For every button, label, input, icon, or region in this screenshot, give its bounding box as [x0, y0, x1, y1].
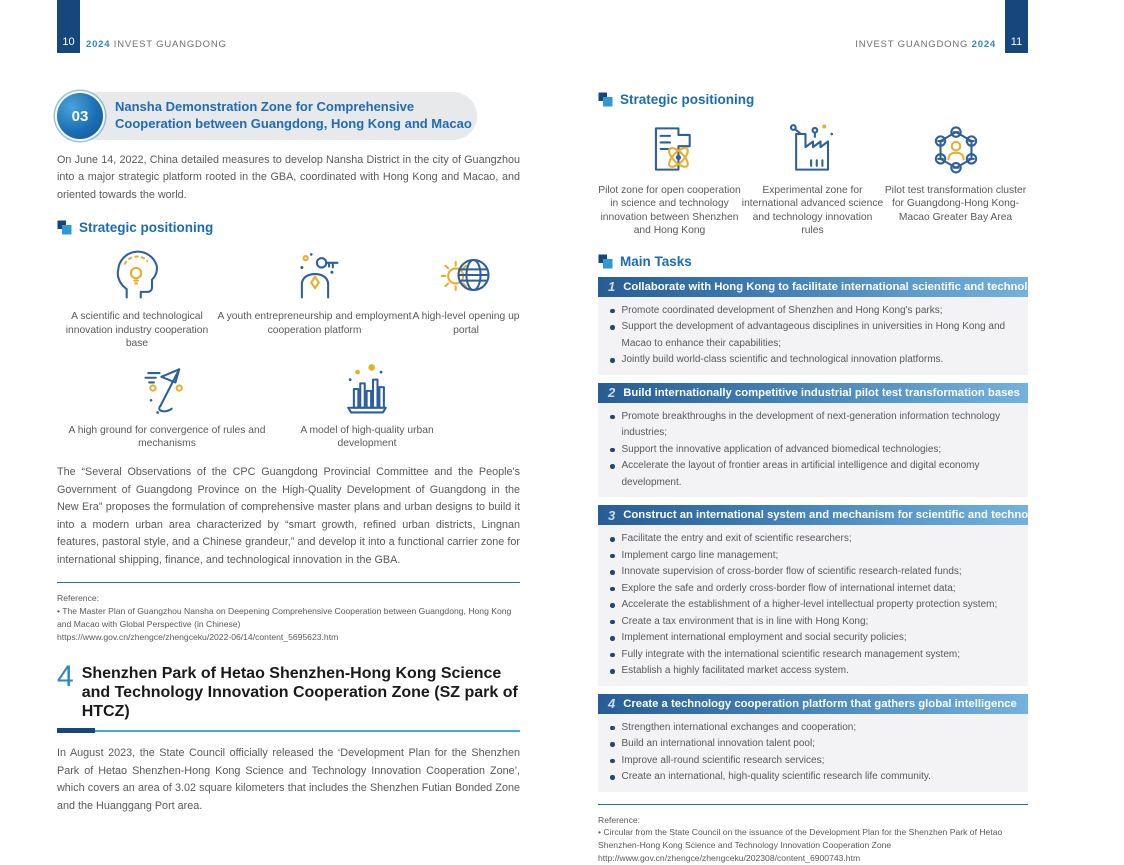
positioning-item	[57, 359, 277, 451]
bullet-text: Promote breakthroughs in the development of next-generation information technology industries;	[622, 409, 1017, 442]
bullet-text: Implement cargo line management;	[622, 548, 779, 565]
bullet-text: Fully integrate with the international scientific research management system;	[622, 647, 961, 664]
bullet-text: Promote coordinated development of Shenzhen and Hong Kong's parks;	[622, 303, 943, 320]
task-header-1	[598, 277, 1028, 297]
task-bullet	[608, 663, 1016, 680]
bullet-text: Innovate supervision of cross-border flow of scientific research-related funds;	[622, 564, 962, 581]
section3-intro: On June 14, 2022, China detailed measures to develop Nansha District in the city of Guangzhou into a major strategic platform rooted in the GBA, coordinated with Hong Kong and Macao, and oriented towards the world.	[57, 152, 520, 204]
strategic-positioning-heading	[598, 92, 1028, 107]
brand-year: 2024	[86, 39, 110, 50]
task-header-4	[598, 694, 1028, 714]
bullet-text: Establish a highly facilitated market access system.	[622, 663, 849, 680]
left-page	[57, 0, 520, 815]
task-bullet	[608, 531, 1016, 548]
positioning-item	[884, 119, 1027, 238]
task-panel-3	[598, 525, 1028, 686]
task-bullet	[608, 548, 1016, 565]
bullet-dot	[610, 554, 615, 559]
positioning-item	[741, 119, 884, 238]
positioning-item	[412, 245, 520, 350]
bullet-text: Create an international, high-quality scientific research life community.	[622, 769, 931, 786]
task-bullet	[608, 769, 1016, 786]
task-bullet	[608, 736, 1016, 753]
bullet-dot	[610, 537, 615, 542]
strategic-positioning-label: Strategic positioning	[620, 92, 754, 107]
positioning-caption: A scientific and technological innovation industry cooperation base	[57, 310, 217, 350]
main-tasks-heading	[598, 254, 1028, 269]
positioning-caption: Pilot zone for open cooperation in science and technology innovation between Shenzhen and Hong Kong	[598, 184, 741, 238]
task-bullet	[608, 442, 1016, 459]
task-bullet	[608, 597, 1016, 614]
reference-item: • The Master Plan of Guangzhou Nansha on Deepening Comprehensive Cooperation between Guangdong, Hong Kong and Macao with Global Perspective (in Chinese)	[57, 605, 520, 631]
bullet-text: Support the innovative application of advanced biomedical technologies;	[622, 442, 942, 459]
brand-year: 2024	[972, 39, 996, 50]
reference-url[interactable]: https://www.gov.cn/zhengce/zhengceku/2022-06/14/content_5695623.htm	[57, 631, 520, 644]
brand-name: INVEST GUANGDONG	[114, 39, 227, 50]
section3-title: Nansha Demonstration Zone for Comprehensive Cooperation between Guangdong, Hong Kong and Macao	[115, 99, 477, 132]
task-bullet	[608, 564, 1016, 581]
reference-block	[598, 814, 1028, 865]
task-title: Build internationally competitive industrial pilot test transformation bases	[623, 387, 1020, 399]
bullet-text: Implement international employment and social security policies;	[622, 630, 907, 647]
person-key-icon	[285, 245, 345, 305]
bullet-dot	[610, 587, 615, 592]
task-number: 2	[608, 385, 615, 400]
section3-number: 03	[72, 108, 89, 125]
bullet-dot	[610, 653, 615, 658]
task-number: 3	[608, 508, 615, 523]
squares-icon	[598, 254, 613, 269]
positioning-caption: A youth entrepreneurship and employment cooperation platform	[217, 310, 412, 337]
bullet-dot	[610, 620, 615, 625]
bullet-text: Accelerate the layout of frontier areas in artificial intelligence and digital economy development.	[622, 458, 1017, 491]
positioning-caption: Experimental zone for international advanced science and technology innovation rules	[741, 184, 884, 238]
positioning-item	[57, 245, 217, 350]
network-person-icon	[926, 119, 986, 179]
bullet-dot	[610, 636, 615, 641]
section4-number: 4	[57, 662, 74, 722]
section3-number-badge	[57, 93, 103, 139]
task-title: Create a technology cooperation platform that gathers global intelligence	[623, 698, 1017, 710]
bullet-text: Explore the safe and orderly cross-border flow of international internet data;	[622, 581, 956, 598]
task-bullet	[608, 319, 1016, 352]
bullet-text: Support the development of advantageous disciplines in universities in Hong Kong and Macao to enhance their capabilities;	[622, 319, 1017, 352]
task-bullet	[608, 458, 1016, 491]
bullet-dot	[610, 759, 615, 764]
reference-item: • Circular from the State Council on the issuance of the Development Plan for the Shenzhen Park of Hetao Shenzhen-Hong Kong Science and Technology Innovation Cooperation Zone	[598, 826, 1028, 852]
task-bullet	[608, 630, 1016, 647]
reference-label: Reference:	[598, 814, 1028, 827]
bullet-dot	[610, 464, 615, 469]
task-title: Construct an international system and mechanism for scientific and technological innovation	[623, 509, 1124, 521]
task-bullet	[608, 614, 1016, 631]
bullet-dot	[610, 603, 615, 608]
reference-block	[57, 592, 520, 644]
positioning-caption: A model of high-quality urban development	[277, 424, 457, 451]
head-lightbulb-icon	[107, 245, 167, 305]
bullet-dot	[610, 309, 615, 314]
positioning-item	[598, 119, 741, 238]
reference-url[interactable]: http://www.gov.cn/zhengce/zhengceku/202308/content_6900743.htm	[598, 852, 1028, 865]
bullet-dot	[610, 415, 615, 420]
document-atom-icon	[640, 119, 700, 179]
bullet-text: Create a tax environment that is in line with Hong Kong;	[622, 614, 869, 631]
positioning-item	[277, 359, 457, 451]
section3-body: The “Several Observations of the CPC Guangdong Provincial Committee and the People's Government of Guangdong Province on the High-Quality Development of Guangdong in the New Era” proposes the formulation of comprehensive master plans and urban designs to build it into a modern urban area characterized by “smart growth, refined urban districts, Lingnan features, pastoral style, and a Chinese grandeur,” and develop it into a functional carrier zone for international shipping, finance, and technological innovation in the GBA.	[57, 464, 520, 569]
bullet-text: Accelerate the establishment of a higher-level intellectual property protection system;	[622, 597, 998, 614]
rule-dark-segment	[57, 728, 95, 733]
task-header-3	[598, 505, 1028, 525]
squares-icon	[57, 220, 72, 235]
section4-rule	[57, 728, 520, 733]
task-bullet	[608, 581, 1016, 598]
task-panel-1	[598, 297, 1028, 375]
main-tasks-label: Main Tasks	[620, 254, 692, 269]
bullet-text: Build an international innovation talent pool;	[622, 736, 815, 753]
task-bullet	[608, 753, 1016, 770]
flag-icon	[137, 359, 197, 419]
bullet-text: Improve all-round scientific research services;	[622, 753, 825, 770]
task-panel-4	[598, 714, 1028, 792]
section4-body: In August 2023, the State Council officially released the ‘Development Plan for the Shenzhen Park of Hetao Shenzhen-Hong Kong Science and Technology Innovation Cooperation Zone’, which covers an area of 3.02 square kilometers that includes the Shenzhen Futian Bonded Zone and the Huanggang Port area.	[57, 745, 520, 815]
task-title: Collaborate with Hong Kong to facilitate international scientific and technological innovation	[623, 281, 1120, 293]
rule-light-segment	[95, 730, 520, 732]
bullet-text: Strengthen international exchanges and cooperation;	[622, 720, 857, 737]
bullet-dot	[610, 448, 615, 453]
positioning-caption: A high-level opening up portal	[412, 310, 520, 337]
section4-header	[57, 664, 520, 722]
bullet-text: Facilitate the entry and exit of scientific researchers;	[622, 531, 852, 548]
task-bullet	[608, 647, 1016, 664]
strategic-positioning-heading	[57, 220, 520, 235]
bullet-dot	[610, 325, 615, 330]
task-bullet	[608, 303, 1016, 320]
positioning-item	[217, 245, 412, 350]
positioning-row-2	[57, 359, 520, 451]
positioning-row	[598, 119, 1028, 238]
bullet-dot	[610, 726, 615, 731]
task-number: 4	[608, 696, 615, 711]
bullet-dot	[610, 570, 615, 575]
bullet-text: Jointly build world-class scientific and technological innovation platforms.	[622, 352, 944, 369]
section3-header	[57, 92, 520, 140]
task-panel-2	[598, 403, 1028, 498]
city-bars-icon	[337, 359, 397, 419]
bullet-dot	[610, 775, 615, 780]
factory-icon	[783, 119, 843, 179]
divider-line	[57, 582, 520, 583]
page-number-text: 11	[1011, 36, 1022, 48]
task-number: 1	[608, 279, 615, 294]
reference-label: Reference:	[57, 592, 520, 605]
section3-title-pill	[71, 92, 477, 140]
positioning-caption: Pilot test transformation cluster for Guangdong-Hong Kong-Macao Greater Bay Area	[884, 184, 1027, 224]
section4-title: Shenzhen Park of Hetao Shenzhen-Hong Kong Science and Technology Innovation Cooperation Zone (SZ park of HTCZ)	[82, 664, 520, 722]
brand-name: INVEST GUANGDONG	[855, 39, 968, 50]
bullet-dot	[610, 742, 615, 747]
divider-line	[598, 804, 1028, 805]
task-bullet	[608, 720, 1016, 737]
right-page	[598, 0, 1028, 865]
positioning-row-1	[57, 245, 520, 350]
page-number-text: 10	[62, 36, 74, 48]
bullet-dot	[610, 669, 615, 674]
task-header-2	[598, 383, 1028, 403]
task-bullet	[608, 352, 1016, 369]
positioning-caption: A high ground for convergence of rules and mechanisms	[57, 424, 277, 451]
gear-globe-icon	[436, 245, 496, 305]
bullet-dot	[610, 358, 615, 363]
task-bullet	[608, 409, 1016, 442]
squares-icon	[598, 92, 613, 107]
strategic-positioning-label: Strategic positioning	[79, 220, 213, 235]
